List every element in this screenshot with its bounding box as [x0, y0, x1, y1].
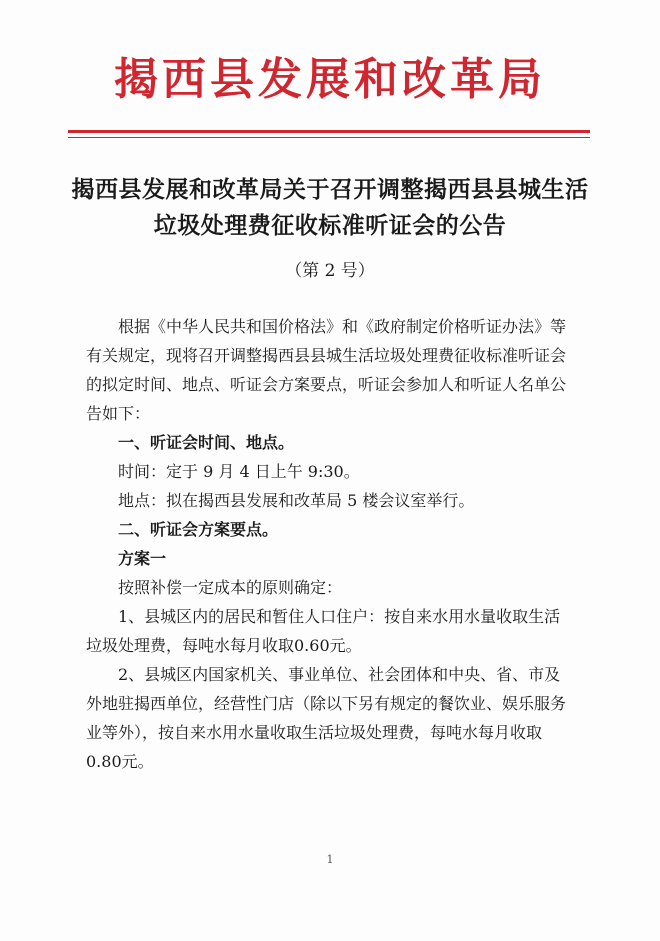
masthead-title: 揭西县发展和改革局	[114, 54, 546, 105]
plan-basis: 按照补偿一定成本的原则确定：	[118, 578, 343, 597]
plan-item-2: 2、县城区内国家机关、事业单位、社会团体和中央、省、市及外地驻揭西单位，经营性门店（除以下另有规定的餐饮业、娱乐服务业等外），按自来水用水量收取生活垃圾处理费，每吨水每月收取0.80元。	[86, 665, 567, 771]
document-body	[86, 312, 574, 776]
masthead-rule-thin	[68, 137, 590, 138]
plan-item-1: 1、县城区内的居民和暂住人口住户：按自来水用水量收取生活垃圾处理费，每吨水每月收取0.60元。	[86, 607, 561, 655]
place-line: 地点：拟在揭西县发展和改革局 5 楼会议室举行。	[118, 491, 475, 510]
document-number: （第 2 号）	[285, 261, 375, 281]
section1-heading: 一、听证会时间、地点。	[118, 433, 295, 452]
page-number: 1	[326, 853, 334, 866]
time-line: 时间：定于 9 月 4 日上午 9:30。	[118, 462, 360, 481]
section2-heading: 二、听证会方案要点。	[118, 520, 279, 539]
intro-paragraph: 根据《中华人民共和国价格法》和《政府制定价格听证办法》等有关规定，现将召开调整揭西县县城生活垃圾处理费征收标准听证会的拟定时间、地点、听证会方案要点，听证会参加人和听证人名单公告如下：	[86, 317, 567, 423]
document-title: 揭西县发展和改革局关于召开调整揭西县县城生活垃圾处理费征收标准听证会的公告	[71, 176, 589, 239]
masthead-rule-thick	[68, 130, 590, 133]
plan-heading: 方案一	[118, 549, 167, 568]
